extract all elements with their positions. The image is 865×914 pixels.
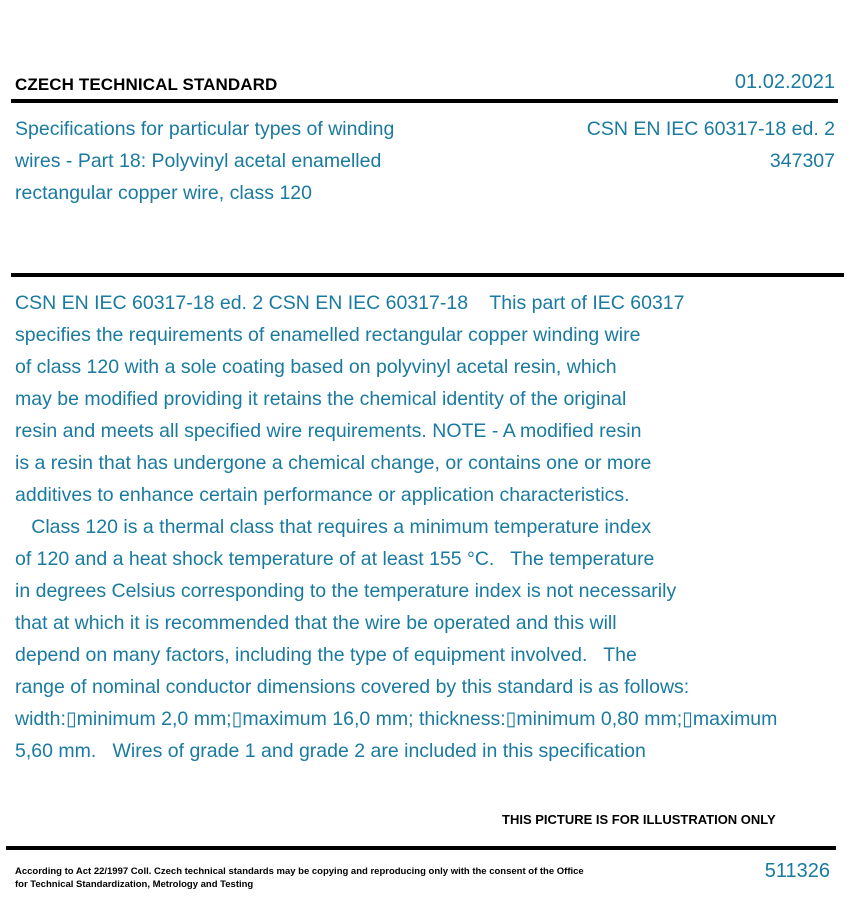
standard-title-line: Specifications for particular types of winding xyxy=(15,118,395,140)
document-id: 511326 xyxy=(764,860,830,882)
description-line: is a resin that has undergone a chemical change, or contains one or more xyxy=(15,452,652,474)
description-line: that at which it is recommended that the wire be operated and this will xyxy=(15,612,617,634)
standard-title-line: rectangular copper wire, class 120 xyxy=(15,182,312,204)
description-line: Class 120 is a thermal class that requires a minimum temperature index xyxy=(15,516,652,538)
description-line: resin and meets all specified wire requirements. NOTE - A modified resin xyxy=(15,420,642,442)
description-line: width:▯minimum 2,0 mm;▯maximum 16,0 mm; thickness:▯minimum 0,80 mm;▯maximum xyxy=(15,708,778,730)
description-line: of class 120 with a sole coating based on polyvinyl acetal resin, which xyxy=(15,356,617,378)
description-line: specifies the requirements of enamelled rectangular copper winding wire xyxy=(15,324,641,346)
description-line: in degrees Celsius corresponding to the temperature index is not necessarily xyxy=(15,580,677,602)
description-line: of 120 and a heat shock temperature of at least 155 °C. The temperature xyxy=(15,548,655,570)
catalog-number: 347307 xyxy=(769,150,835,172)
description-line: additives to enhance certain performance or application characteristics. xyxy=(15,484,630,506)
description-line: 5,60 mm. Wires of grade 1 and grade 2 are included in this specification xyxy=(15,740,646,762)
description-line: depend on many factors, including the type of equipment involved. The xyxy=(15,644,637,666)
document-heading: CZECH TECHNICAL STANDARD xyxy=(15,75,278,94)
legal-notice-line: for Technical Standardization, Metrology and Testing xyxy=(15,879,254,890)
section-divider xyxy=(11,273,844,277)
standard-code: CSN EN IEC 60317-18 ed. 2 xyxy=(586,118,835,140)
publication-date: 01.02.2021 xyxy=(734,71,835,93)
legal-notice xyxy=(15,865,584,891)
legal-notice-line: According to Act 22/1997 Coll. Czech technical standards may be copying and reproducing only with the consent of the Office xyxy=(15,866,584,877)
standard-description xyxy=(15,287,865,767)
header-divider xyxy=(11,99,838,103)
description-line: CSN EN IEC 60317-18 ed. 2 CSN EN IEC 60317-18 This part of IEC 60317 xyxy=(15,292,685,314)
standard-title xyxy=(15,113,485,209)
footer-divider xyxy=(6,846,836,850)
description-line: range of nominal conductor dimensions covered by this standard is as follows: xyxy=(15,676,690,698)
standard-title-line: wires - Part 18: Polyvinyl acetal enamelled xyxy=(15,150,382,172)
illustration-disclaimer: THIS PICTURE IS FOR ILLUSTRATION ONLY xyxy=(502,812,776,827)
description-line: may be modified providing it retains the chemical identity of the original xyxy=(15,388,627,410)
